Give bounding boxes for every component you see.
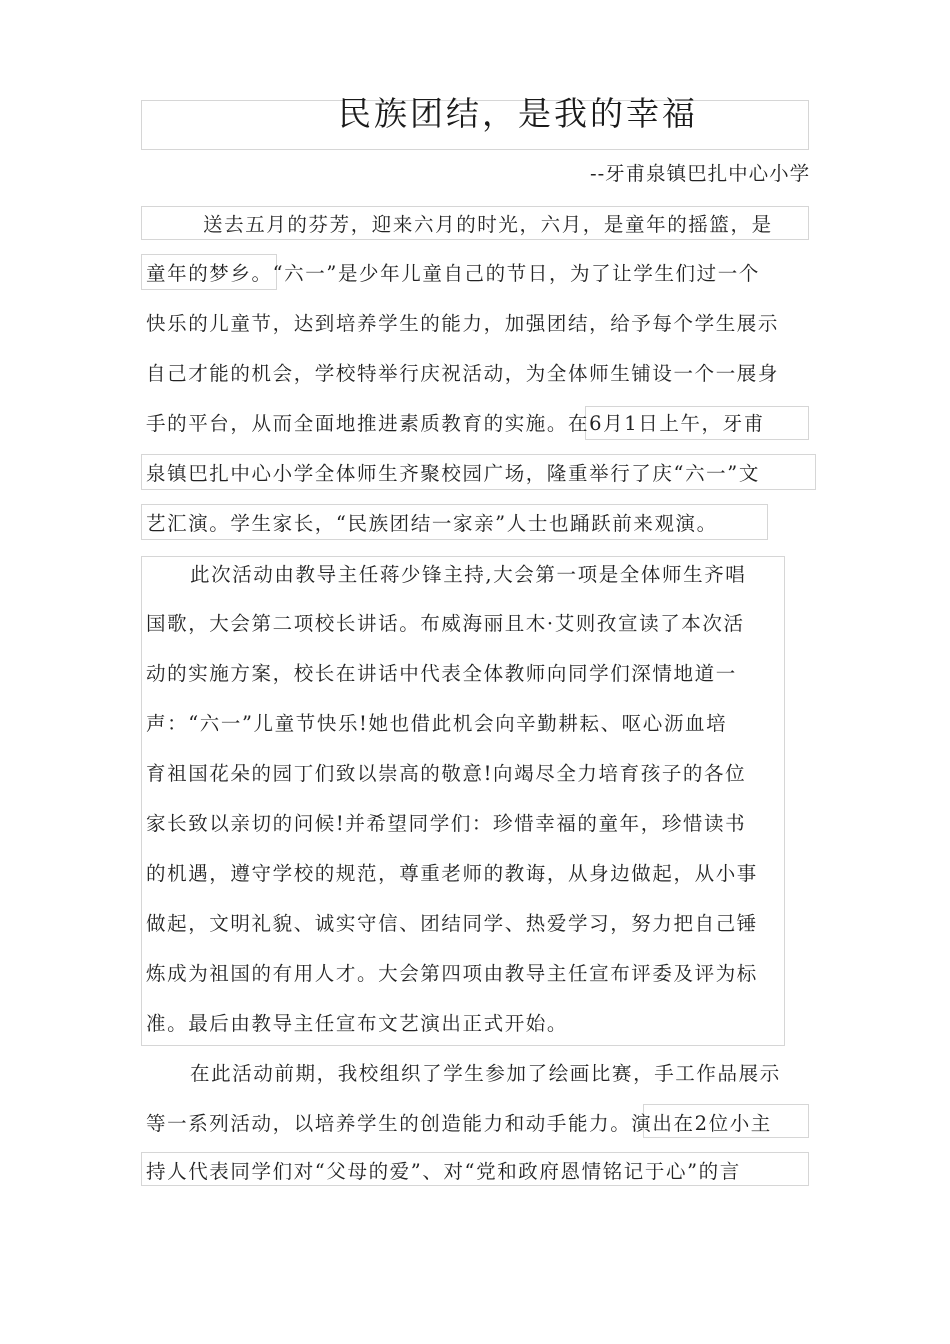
paragraph-line: 在此活动前期，我校组织了学生参加了绘画比赛，手工作品展示 bbox=[190, 1062, 781, 1085]
paragraph-line: 艺汇演。学生家长，“民族团结一家亲”人士也踊跃前来观演。 bbox=[146, 512, 718, 535]
page-title: 民族团结，是我的幸福 bbox=[338, 94, 698, 133]
paragraph-line: 自己才能的机会，学校特举行庆祝活动，为全体师生铺设一个一展身 bbox=[146, 362, 780, 385]
paragraph-line: 此次活动由教导主任蒋少锋主持,大会第一项是全体师生齐唱 bbox=[190, 563, 747, 586]
paragraph-line: 育祖国花朵的园丁们致以崇高的敬意!向竭尽全力培育孩子的各位 bbox=[146, 762, 747, 785]
paragraph-line: 动的实施方案，校长在讲话中代表全体教师向同学们深情地道一 bbox=[146, 662, 737, 685]
author-byline: --牙甫泉镇巴扎中心小学 bbox=[590, 162, 811, 185]
paragraph-line: 国歌，大会第二项校长讲话。布威海丽且木·艾则孜宣读了本次活 bbox=[146, 612, 745, 635]
paragraph-line: 声：“六一”儿童节快乐!她也借此机会向辛勤耕耘、呕心沥血培 bbox=[146, 712, 728, 735]
paragraph-line: 炼成为祖国的有用人才。大会第四项由教导主任宣布评委及评为标 bbox=[146, 962, 758, 985]
paragraph-line: 的机遇，遵守学校的规范，尊重老师的教诲，从身边做起，从小事 bbox=[146, 862, 758, 885]
paragraph-line: 等一系列活动，以培养学生的创造能力和动手能力。演出在2位小主 bbox=[146, 1112, 772, 1135]
paragraph-line: 送去五月的芬芳，迎来六月的时光，六月，是童年的摇篮，是 bbox=[203, 213, 773, 236]
paragraph-line: 快乐的儿童节，达到培养学生的能力，加强团结，给予每个学生展示 bbox=[146, 312, 780, 335]
paragraph-line: 手的平台，从而全面地推进素质教育的实施。在6月1日上午，牙甫 bbox=[146, 412, 765, 435]
paragraph-line: 泉镇巴扎中心小学全体师生齐聚校园广场，隆重举行了庆“六一”文 bbox=[146, 462, 760, 485]
paragraph-line: 持人代表同学们对“父母的爱”、对“党和政府恩情铭记于心”的言 bbox=[146, 1160, 741, 1183]
paragraph-line: 童年的梦乡。“六一”是少年儿童自己的节日，为了让学生们过一个 bbox=[146, 262, 760, 285]
paragraph-line: 准。最后由教导主任宣布文艺演出正式开始。 bbox=[146, 1012, 569, 1035]
paragraph-line: 家长致以亲切的问候!并希望同学们：珍惜幸福的童年，珍惜读书 bbox=[146, 812, 747, 835]
paragraph-line: 做起，文明礼貌、诚实守信、团结同学、热爱学习，努力把自己锤 bbox=[146, 912, 758, 935]
